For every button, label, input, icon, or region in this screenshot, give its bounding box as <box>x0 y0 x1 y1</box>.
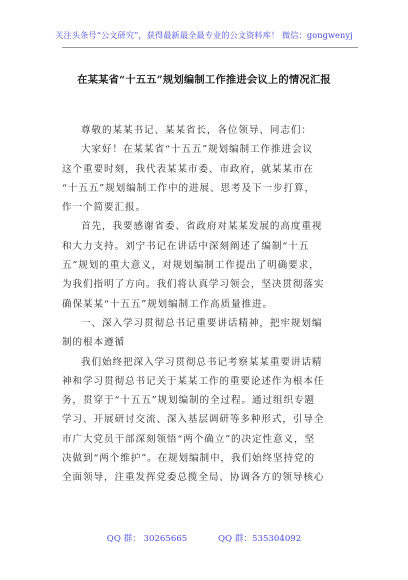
body-line-salutation: 尊敬的某某书记、某某省长，各位领导、同志们： <box>81 125 312 136</box>
body-line: 作一个简要汇报。 <box>62 202 146 214</box>
section-heading-line: 制的根本遵循 <box>62 337 125 349</box>
body-line: 神和学习贯彻总书记关于某某工作的重要论述作为根本任 <box>62 375 325 387</box>
footer-contacts <box>0 532 408 544</box>
body-line: 大家好！在某某省“十五五”规划编制工作推进会议 <box>81 144 313 156</box>
footer-qq-group-2: QQ 群：535304092 <box>218 534 302 544</box>
body-line: 这个重要时刻，我代表某某市委、市政府，就某某市在 <box>62 163 314 175</box>
footer-qq-group-1: QQ 群： 30265665 <box>106 534 188 544</box>
body-line: 我们始终把深入学习贯彻总书记考察某某重要讲话精 <box>81 356 323 368</box>
header-banner: 关注头条号“公文研究”，获得最新最全最专业的公文资料库！ 微信：gongwenyj <box>55 30 353 40</box>
section-heading-line: 一、深入学习贯彻总书记重要讲话精神，把牢规划编 <box>81 317 323 329</box>
body-line: 五”规划的重大意义，对规划编制工作提出了明确要求， <box>62 260 320 272</box>
body-line: 确保某某“十五五”规划编制工作高质量推进。 <box>62 298 273 310</box>
document-body <box>62 121 358 488</box>
body-line: 市广大党员干部深刻领悟“两个确立”的决定性意义，坚 <box>62 433 315 445</box>
body-line: 全面领导，注重发挥党委总揽全局、协调各方的领导核心 <box>62 472 325 484</box>
body-line: 首先，我要感谢省委、省政府对某某发展的高度重视 <box>81 221 323 233</box>
body-line: 学习、开展研讨交流、深入基层调研等多种形式，引导全 <box>62 414 325 426</box>
body-line: 为我们指明了方向。我们将认真学习领会，坚决贯彻落实 <box>62 279 325 291</box>
body-line: 决做到“两个维护”。在规划编制中，我们始终坚持党的 <box>62 453 315 465</box>
body-line: “十五五”规划编制工作中的进展、思考及下一步打算， <box>62 182 315 194</box>
body-line: 和大力支持。刘宁书记在讲话中深刻阐述了编制“十五 <box>62 240 310 252</box>
header-divider <box>62 47 358 48</box>
document-title: 在某某省“十五五”规划编制工作推进会议上的情况汇报 <box>77 74 331 86</box>
body-line: 务，贯穿于“十五五”规划编制的全过程。通过组织专题 <box>62 395 315 407</box>
